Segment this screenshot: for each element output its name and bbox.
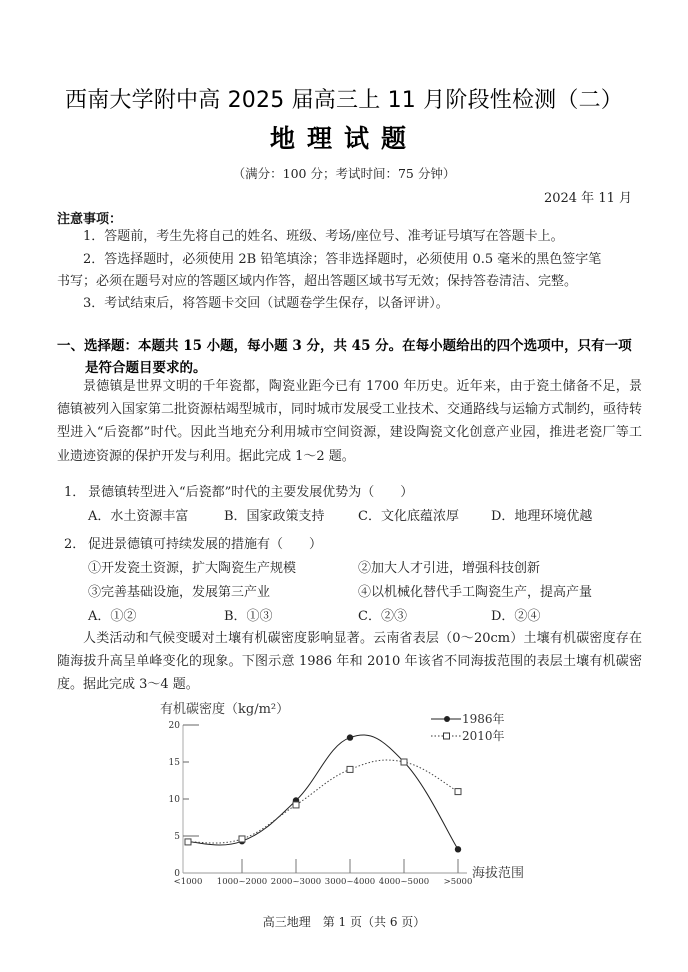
x-tick-label: 2000~3000 bbox=[270, 877, 322, 887]
data-point-2010年 bbox=[185, 839, 191, 845]
y-tick-label: 5 bbox=[174, 832, 180, 842]
q2-option-b[interactable]: B．①③ bbox=[224, 609, 273, 624]
question-2 bbox=[64, 533, 322, 552]
x-tick-label: >5000 bbox=[443, 877, 473, 887]
notice-item-2-cont: 书写；必须在题号对应的答题区域内作答，超出答题区域书写无效；保持答卷清洁、完整。 bbox=[57, 274, 578, 289]
x-tick-label: <1000 bbox=[173, 877, 203, 887]
chart-legend bbox=[431, 711, 505, 743]
x-tick-label: 3000~4000 bbox=[324, 877, 376, 887]
question-1-number: 1． bbox=[64, 485, 86, 500]
section-title-line1: 一、选择题：本题共 15 小题，每小题 3 分，共 45 分。在每小题给出的四个选项中，只有一项 bbox=[57, 338, 632, 354]
legend-1986-label: 1986年 bbox=[462, 712, 505, 726]
section-title bbox=[57, 335, 647, 379]
data-point-1986年 bbox=[347, 734, 353, 740]
legend-1986-marker bbox=[444, 716, 450, 722]
page-footer: 高三地理 第 1 页（共 6 页） bbox=[262, 915, 426, 929]
q1-option-a[interactable]: A．水土资源丰富 bbox=[88, 509, 189, 524]
x-tick-label: 4000~5000 bbox=[378, 877, 430, 887]
chart-series bbox=[185, 734, 461, 852]
q2-option-a[interactable]: A．①② bbox=[88, 609, 137, 624]
question-2-number: 2． bbox=[64, 537, 86, 552]
q2-statement-3: ③完善基础设施，发展第三产业 bbox=[88, 585, 271, 600]
y-tick-label: 0 bbox=[174, 869, 180, 879]
y-tick-label: 10 bbox=[168, 795, 180, 805]
exam-date: 2024 年 11 月 bbox=[543, 191, 632, 206]
data-point-1986年 bbox=[455, 846, 461, 852]
notice-item-2: 2．答选择题时，必须使用 2B 铅笔填涂；答非选择题时，必须使用 0.5 毫米的黑色签字笔 bbox=[83, 252, 602, 267]
q2-option-c[interactable]: C．②③ bbox=[358, 609, 407, 624]
notice-item-3: 3．考试结束后，将答题卡交回（试题卷学生保存，以备评讲）。 bbox=[83, 296, 449, 311]
passage-1: 景德镇是世界文明的千年瓷都，陶瓷业距今已有 1700 年历史。近年来，由于瓷土储备不足，景德镇被列入国家第二批资源枯竭型城市，同时城市发展受工业技术、交通路线与运输方式制约，亟待转型进入“后瓷都”时代。因此当地充分利用城市空间资源，建设陶瓷文化创意产业园，推进老瓷厂等工业遗迹资源的保护开发与利用。据此完成 1～2 题。 bbox=[57, 379, 643, 464]
q2-statement-4: ④以机械化替代手工陶瓷生产，提高产量 bbox=[358, 585, 593, 600]
data-point-2010年 bbox=[401, 759, 407, 765]
q2-option-d[interactable]: D．②④ bbox=[491, 609, 541, 624]
chart-xlabel: 海拔范围 bbox=[472, 866, 525, 881]
legend-2010-marker bbox=[444, 733, 450, 739]
data-point-2010年 bbox=[293, 802, 299, 808]
q1-option-d[interactable]: D．地理环境优越 bbox=[491, 509, 593, 524]
series-line-1986年 bbox=[188, 735, 458, 849]
exam-title: 西南大学附中高 2025 届高三上 11 月阶段性检测（二） bbox=[65, 88, 623, 113]
x-tick-label: 1000~2000 bbox=[216, 877, 268, 887]
notice-item-1: 1．答题前，考生先将自己的姓名、班级、考场/座位号、准考证号填写在答题卡上。 bbox=[83, 229, 564, 244]
exam-info: （满分：100 分；考试时间：75 分钟） bbox=[232, 166, 456, 181]
q1-option-c[interactable]: C．文化底蕴浓厚 bbox=[358, 509, 459, 524]
legend-2010-label: 2010年 bbox=[462, 729, 505, 743]
data-point-2010年 bbox=[347, 766, 353, 772]
section-title-line2: 是符合题目要求的。 bbox=[85, 360, 207, 376]
chart-ylabel: 有机碳密度（kg/m²） bbox=[160, 702, 290, 717]
y-tick-label: 15 bbox=[168, 758, 180, 768]
notice-title: 注意事项： bbox=[57, 212, 123, 227]
q1-option-b[interactable]: B．国家政策支持 bbox=[224, 509, 325, 524]
subject-title: 地理试题 bbox=[269, 124, 418, 153]
q2-statement-1: ①开发瓷土资源，扩大陶瓷生产规模 bbox=[88, 561, 297, 576]
question-1-stem: 景德镇转型进入“后瓷都”时代的主要发展优势为（ ） bbox=[88, 485, 414, 500]
passage-2: 人类活动和气候变暖对土壤有机碳密度影响显著。云南省表层（0～20cm）土壤有机碳密度存在随海拔升高呈单峰变化的现象。下图示意 1986 年和 2010 年该省不同海拔范围的表层土壤有机碳密度。据此完成 3～4 题。 bbox=[57, 631, 642, 693]
carbon-density-chart bbox=[150, 695, 540, 895]
y-tick-label: 20 bbox=[168, 721, 180, 731]
series-line-2010年 bbox=[188, 760, 458, 843]
y-ticks bbox=[169, 721, 199, 879]
chart-svg bbox=[150, 695, 540, 895]
question-1 bbox=[64, 481, 413, 500]
data-point-2010年 bbox=[239, 836, 245, 842]
question-2-stem: 促进景德镇可持续发展的措施有（ ） bbox=[88, 537, 323, 552]
q2-statement-2: ②加大人才引进，增强科技创新 bbox=[358, 561, 541, 576]
data-point-2010年 bbox=[455, 789, 461, 795]
